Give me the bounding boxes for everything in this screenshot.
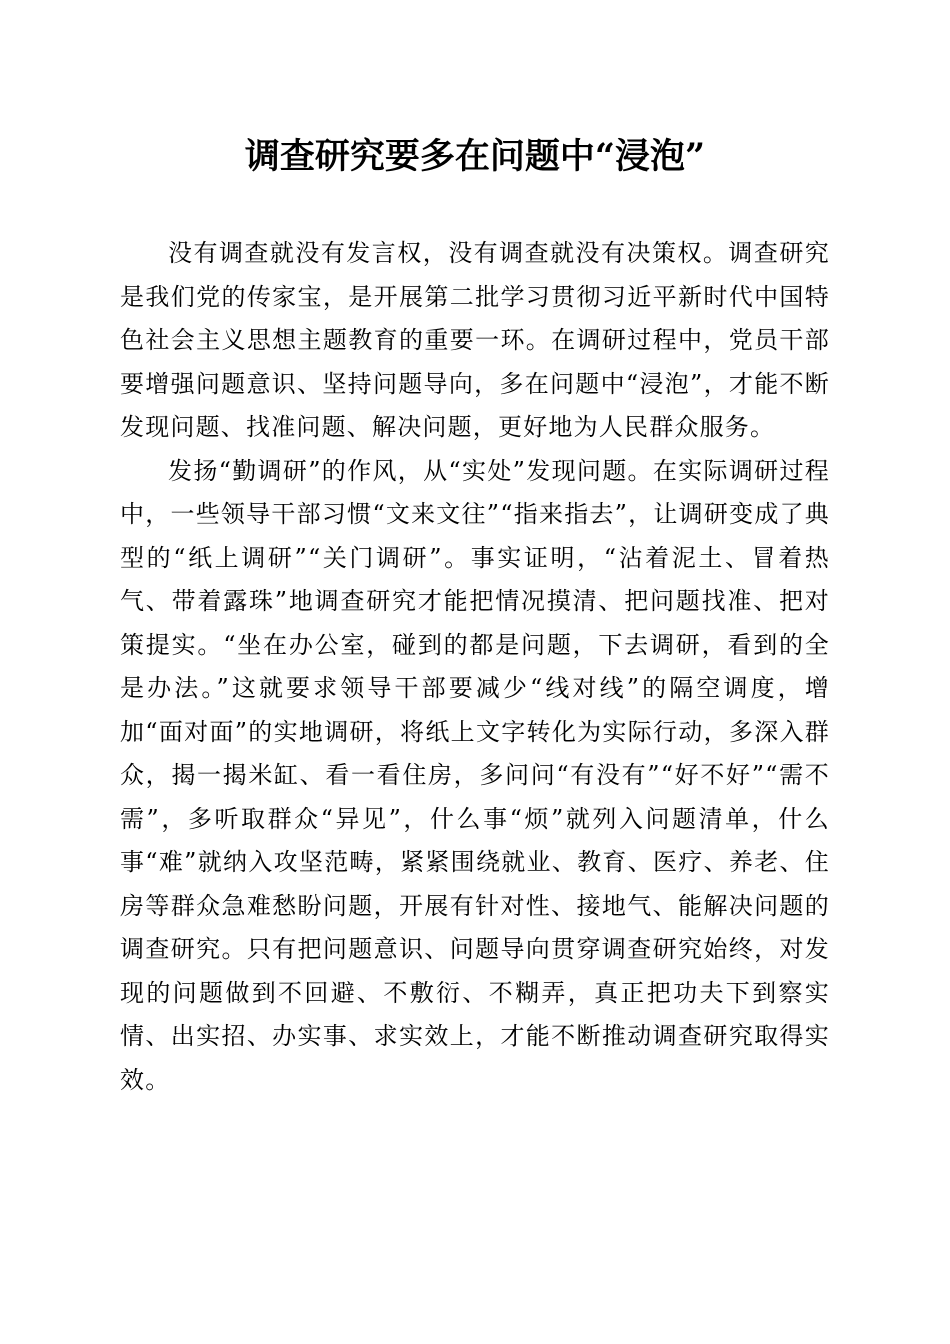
document-body <box>120 232 830 1102</box>
paragraph-1: 没有调查就没有发言权，没有调查就没有决策权。调查研究是我们党的传家宝，是开展第二批学习贯彻习近平新时代中国特色社会主义思想主题教育的重要一环。在调研过程中，党员干部要增强问题意识、坚持问题导向，多在问题中“浸泡”，才能不断发现问题、找准问题、解决问题，更好地为人民群众服务。 <box>120 239 830 441</box>
paragraph-2: 发扬“勤调研”的作风，从“实处”发现问题。在实际调研过程中，一些领导干部习惯“文来文往”“指来指去”，让调研变成了典型的“纸上调研”“关门调研”。事实证明，“沾着泥土、冒着热气、带着露珠”地调查研究才能把情况摸清、把问题找准、把对策提实。“坐在办公室，碰到的都是问题，下去调研，看到的全是办法。”这就要求领导干部要减少“线对线”的隔空调度，增加“面对面”的实地调研，将纸上文字转化为实际行动，多深入群众，揭一揭米缸、看一看住房，多问问“有没有”“好不好”“需不需”，多听取群众“异见”，什么事“烦”就列入问题清单，什么事“难”就纳入攻坚范畴，紧紧围绕就业、教育、医疗、养老、住房等群众急难愁盼问题，开展有针对性、接地气、能解决问题的调查研究。只有把问题意识、问题导向贯穿调查研究始终，对发现的问题做到不回避、不敷衍、不糊弄，真正把功夫下到察实情、出实招、办实事、求实效上，才能不断推动调查研究取得实效。 <box>120 456 830 1094</box>
document-title: 调查研究要多在问题中“浸泡” <box>244 136 706 177</box>
